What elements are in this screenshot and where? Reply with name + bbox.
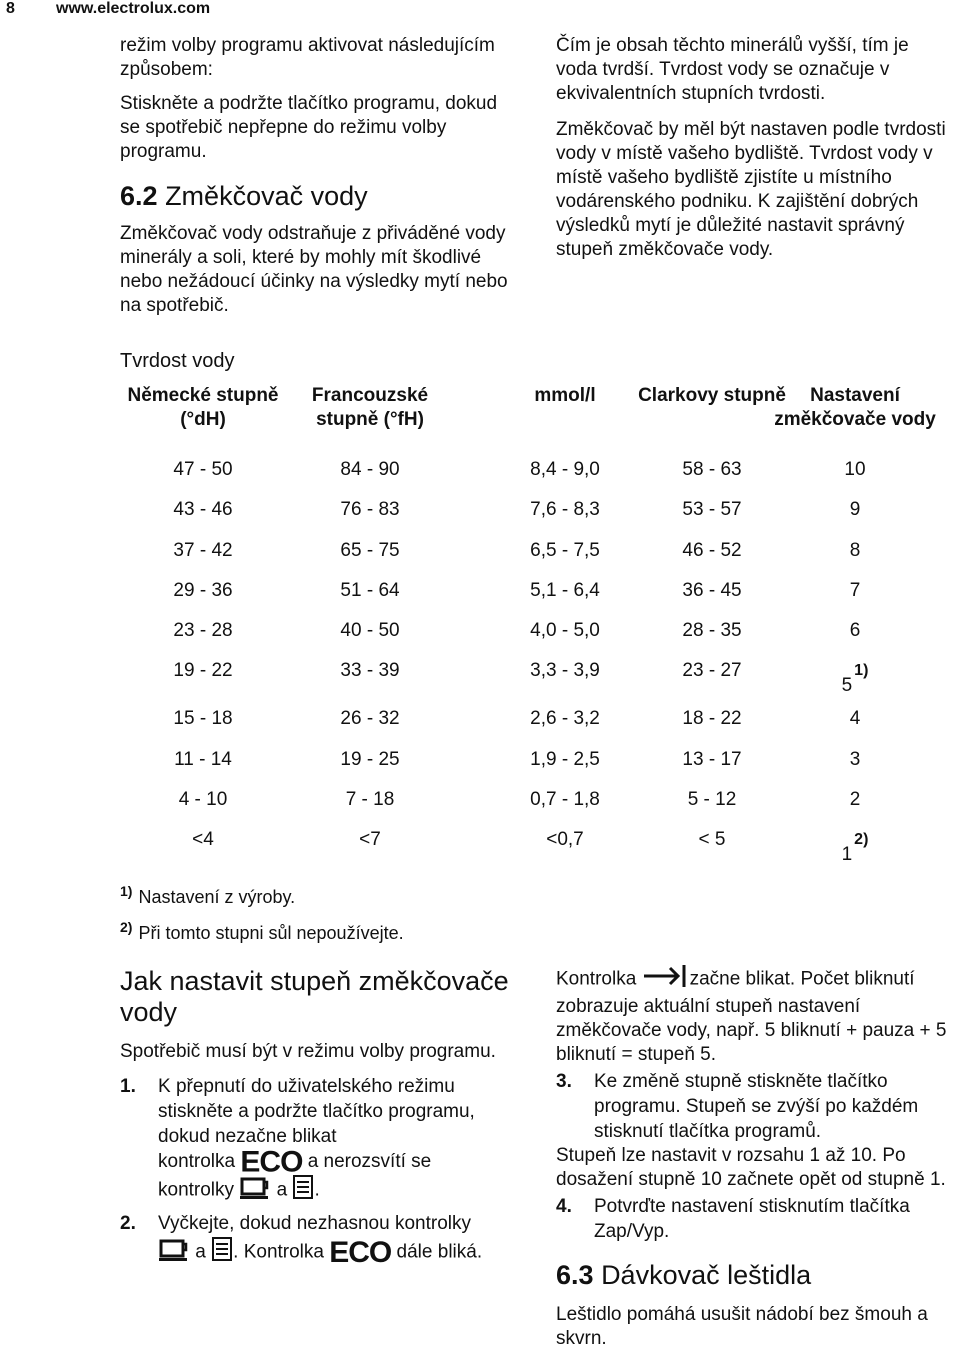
range-text: Stupeň lze nastavit v rozsahu 1 až 10. Po dosažení stupně 10 začnete opět od stupně 1. [556, 1145, 946, 1190]
footnote-mark: 2) [120, 919, 133, 935]
step-4 [556, 1194, 956, 1244]
table-cell-german [120, 651, 286, 691]
cell-value: 23 - 27 [682, 660, 742, 682]
cell-value: 36 - 45 [682, 579, 742, 601]
table-cell-german [120, 740, 286, 780]
cell-value: 3,3 - 3,9 [530, 660, 600, 682]
cell-value: 19 - 25 [340, 748, 400, 770]
cell-value: 0,7 - 1,8 [530, 789, 600, 811]
cell-value: 11 - 14 [174, 748, 232, 770]
table-cell-mmol [490, 611, 640, 651]
footnote-ref: 2) [854, 831, 869, 849]
cell-value: 8 [849, 539, 861, 561]
table-cell-setting [760, 611, 950, 651]
cell-value: 6 [849, 620, 861, 642]
table-cell-french [296, 740, 444, 780]
cell-value: 4 [849, 708, 861, 730]
right-bottom-column [556, 964, 956, 1351]
softener-description: Změkčovač vody odstraňuje z přiváděné vody minerály a soli, které by mohly mít škodlivé nebo nežádoucí účinky na výsledky mytí nebo na spotřebič. [120, 223, 508, 316]
left-bottom-column [120, 966, 520, 1269]
footnote-ref: 1) [854, 662, 869, 680]
footnote [120, 912, 404, 948]
blink-text-a: Kontrolka [556, 968, 637, 990]
cell-value: 1 [841, 844, 853, 866]
step-text: K přepnutí do uživatelského režimu stiskněte a podržte tlačítko programu, dokud nezačne blikat [158, 1076, 475, 1147]
table-title: Tvrdost vody [120, 350, 235, 372]
table-row [120, 820, 952, 868]
cell-value: 29 - 36 [173, 579, 233, 601]
cell-value: 5 [841, 675, 853, 697]
blink-text-b: začne blikat. Počet bliknutí zobrazuje aktuální stupeň nastavení změkčovače vody, např. 5 bliknutí + pauza + 5 bliknutí = stupeň 5. [556, 968, 947, 1065]
cell-value: 9 [849, 499, 861, 521]
table-cell-setting [760, 490, 950, 530]
cell-value: 51 - 64 [340, 579, 400, 601]
cell-value: 19 - 22 [173, 660, 233, 682]
page-number: 8 [6, 0, 15, 17]
cell-value: 15 - 18 [173, 708, 233, 730]
cell-value: 5,1 - 6,4 [530, 579, 600, 601]
table-header-row [120, 384, 952, 450]
section-title: Změkčovač vody [165, 181, 368, 211]
table-row [120, 611, 952, 651]
footnote [120, 876, 404, 912]
rinse-aid-text: Leštidlo pomáhá usušit nádobí bez šmouh a skvrn. [556, 1304, 928, 1349]
section-heading-6-3 [556, 1260, 956, 1291]
cell-value: <7 [359, 829, 381, 851]
cell-value: 13 - 17 [682, 748, 742, 770]
step-text: . Kontrolka [233, 1242, 324, 1263]
cell-value: 2 [849, 789, 861, 811]
table-cell-french [296, 490, 444, 530]
table-row [120, 490, 952, 530]
cell-value: 18 - 22 [682, 708, 742, 730]
eco-icon: ECO [240, 1145, 303, 1179]
cell-value: < 5 [698, 829, 726, 851]
table-row [120, 450, 952, 490]
table-cell-mmol [490, 820, 640, 860]
table-cell-german [120, 780, 286, 820]
left-top-column [120, 34, 520, 318]
table-cell-setting [760, 780, 950, 820]
how-to-intro: Spotřebič musí být v režimu volby programu. [120, 1041, 496, 1062]
cell-value: 28 - 35 [682, 620, 742, 642]
table-cell-german [120, 490, 286, 530]
table-row [120, 651, 952, 699]
cell-value: 76 - 83 [340, 499, 400, 521]
dish-tray-icon [239, 1174, 271, 1207]
steps-list [120, 1074, 520, 1269]
step-2 [120, 1211, 520, 1269]
cell-value: 6,5 - 7,5 [530, 539, 600, 561]
cell-value: 7 - 18 [345, 789, 395, 811]
table-cell-mmol [490, 780, 640, 820]
table-cell-mmol [490, 450, 640, 490]
table-cell-german [120, 531, 286, 571]
cell-value: 65 - 75 [340, 539, 400, 561]
table-cell-setting [760, 651, 950, 698]
footnote-mark: 1) [120, 883, 133, 899]
step-text: a [276, 1180, 288, 1201]
cell-value: 47 - 50 [173, 459, 233, 480]
table-cell-german [120, 611, 286, 651]
footnote-text: Nastavení z výroby. [138, 887, 296, 907]
intro-text: režim volby programu aktivovat následujícím způsobem: [120, 35, 495, 80]
cell-value: 1,9 - 2,5 [530, 748, 600, 770]
table-row [120, 531, 952, 571]
footnote-text: Při tomto stupni sůl nepoužívejte. [138, 923, 404, 943]
step-text: Potvrďte nastavení stisknutím tlačítka Zap/Vyp. [594, 1196, 910, 1242]
cell-value: 84 - 90 [340, 459, 400, 480]
table-cell-french [296, 531, 444, 571]
table-cell-german [120, 820, 286, 860]
step-text: kontrolky [158, 1180, 235, 1201]
step-text: Ke změně stupně stiskněte tlačítko programu. Stupeň se zvýší po každém stisknutí tlačítka programů. [594, 1071, 919, 1142]
cell-value: 33 - 39 [340, 660, 400, 682]
cell-value: 53 - 57 [682, 499, 742, 521]
table-row [120, 699, 952, 739]
cell-value: 43 - 46 [173, 499, 233, 521]
steps-list-final [556, 1194, 956, 1244]
cell-value: 4,0 - 5,0 [530, 620, 600, 642]
cell-value: <4 [192, 829, 214, 851]
step-text: . [314, 1180, 320, 1201]
table-cell-french [296, 651, 444, 691]
step-text: a [195, 1242, 206, 1263]
minerals-text: Čím je obsah těchto minerálů vyšší, tím je voda tvrdší. Tvrdost vody se označuje v ekvivalentních stupních tvrdosti. [556, 35, 909, 104]
header-french: Francouzské stupně (°fH) [311, 385, 429, 430]
cell-value: 37 - 42 [173, 539, 233, 561]
table-cell-mmol [490, 651, 640, 691]
cell-value: 58 - 63 [682, 459, 742, 480]
table-cell-german [120, 571, 286, 611]
table-row [120, 740, 952, 780]
cell-value: <0,7 [546, 829, 584, 851]
header-clark: Clarkovy stupně [638, 385, 786, 406]
table-row [120, 780, 952, 820]
table-cell-setting [760, 571, 950, 611]
table-cell-mmol [490, 490, 640, 530]
step-number: 3. [556, 1071, 572, 1092]
step-number: 1. [120, 1076, 136, 1097]
cell-value: 8,4 - 9,0 [530, 459, 600, 480]
table-cell-german [120, 699, 286, 739]
cell-value: 5 - 12 [687, 789, 737, 811]
table-cell-french [296, 450, 444, 490]
table-cell-french [296, 611, 444, 651]
table-cell-mmol [490, 740, 640, 780]
table-cell-mmol [490, 531, 640, 571]
cell-value: 7,6 - 8,3 [530, 499, 600, 521]
cell-value: 40 - 50 [340, 620, 400, 642]
table-row [120, 571, 952, 611]
blink-text [556, 964, 956, 1067]
steps-list-continued [556, 1069, 956, 1144]
table-cell-french [296, 699, 444, 739]
cell-value: 2,6 - 3,2 [530, 708, 600, 730]
table-cell-french [296, 820, 444, 860]
cell-value: 7 [849, 579, 861, 601]
dishwasher-icon [292, 1174, 314, 1207]
step-number: 4. [556, 1196, 572, 1217]
step-3 [556, 1069, 956, 1144]
setting-advice-text: Změkčovač by měl být nastaven podle tvrdosti vody v místě vašeho bydliště. Tvrdost vody v místě vašeho bydliště zjistíte u místního vodárenského podniku. K zajištění dobrých výsledků mytí je důležité nastavit správný stupeň změkčovače vody. [556, 119, 946, 260]
arrow-to-bar-icon [642, 964, 690, 995]
table-cell-setting [760, 699, 950, 739]
cell-value: 23 - 28 [173, 620, 233, 642]
table-cell-setting [760, 820, 950, 867]
table-cell-french [296, 571, 444, 611]
cell-value: 46 - 52 [682, 539, 742, 561]
table-cell-setting [760, 450, 950, 490]
step-text: kontrolka [158, 1151, 236, 1172]
table-cell-setting [760, 740, 950, 780]
header-german: Německé stupně (°dH) [127, 385, 279, 430]
section-title: Dávkovač leštidla [601, 1260, 812, 1290]
cell-value: 10 [844, 459, 866, 480]
section-heading-6-2 [120, 180, 520, 212]
table-cell-french [296, 780, 444, 820]
right-top-column [556, 34, 952, 262]
cell-value: 26 - 32 [340, 708, 400, 730]
water-hardness-table [120, 384, 952, 868]
step-number: 2. [120, 1213, 136, 1235]
eco-icon: ECO [329, 1236, 392, 1270]
dishwasher-icon [211, 1236, 233, 1269]
table-cell-mmol [490, 699, 640, 739]
step-text: Vyčkejte, dokud nezhasnou kontrolky [158, 1213, 471, 1235]
table-cell-mmol [490, 571, 640, 611]
table-footnotes [120, 876, 404, 948]
cell-value: 4 - 10 [178, 789, 228, 811]
header-mmol: mmol/l [534, 385, 596, 406]
step-text: dále bliká. [396, 1242, 483, 1263]
dish-tray-icon [158, 1236, 190, 1269]
table-cell-german [120, 450, 286, 490]
how-to-heading: Jak nastavit stupeň změkčovače vody [120, 966, 509, 1027]
site-url[interactable]: www.electrolux.com [56, 0, 211, 17]
table-body [120, 450, 952, 868]
step-text: a nerozsvítí se [307, 1151, 432, 1172]
cell-value: 3 [849, 748, 861, 770]
section-number: 6.2 [120, 181, 158, 211]
header-setting: Nastavení změkčovače vody [774, 385, 936, 430]
section-number: 6.3 [556, 1260, 594, 1290]
instruction-text: Stiskněte a podržte tlačítko programu, dokud se spotřebič nepřepne do režimu volby programu. [120, 93, 498, 162]
step-1 [120, 1074, 520, 1207]
table-cell-setting [760, 531, 950, 571]
